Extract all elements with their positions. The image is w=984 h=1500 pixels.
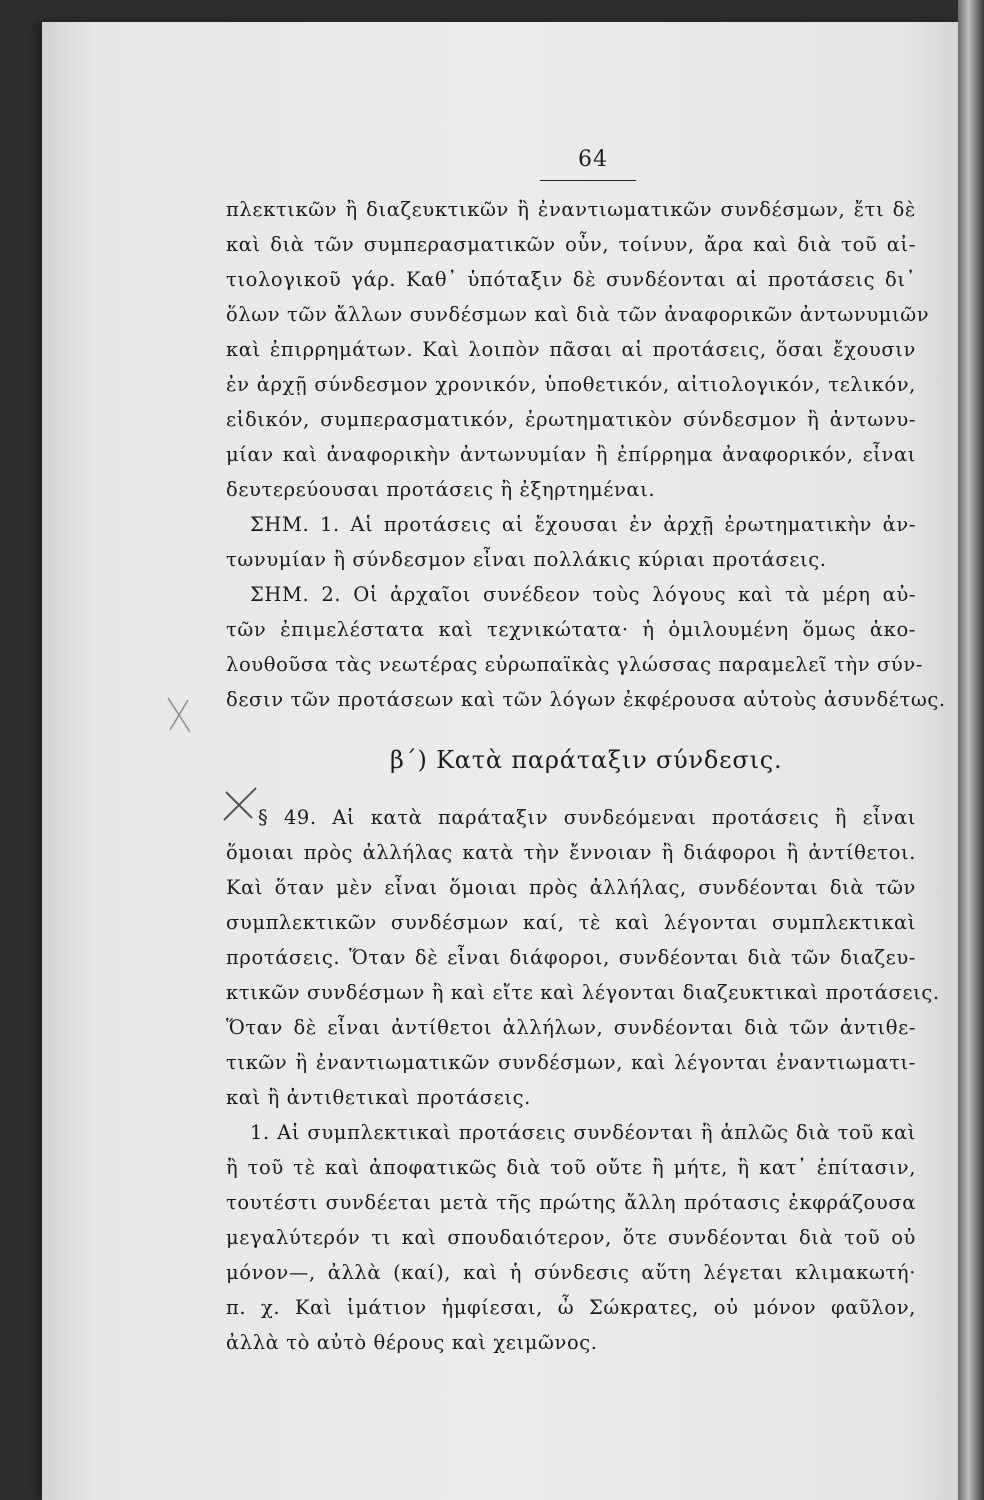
text-line: τιολογικοῦ γάρ. Καθ᾽ ὑπόταξιν δὲ συνδέονται αἱ προτάσεις δι᾽ (226, 268, 916, 291)
text-line: μίαν καὶ ἀναφορικὴν ἀντωνυμίαν ἢ ἐπίρρημα ἀναφορικόν, εἶναι (226, 443, 916, 466)
note-line: ΣΗΜ. 1. Αἱ προτάσεις αἱ ἔχουσαι ἐν ἀρχῇ ἐρωτηματικὴν ἀν- (250, 513, 916, 536)
text-line: κτικῶν συνδέσμων ἢ καὶ εἴτε καὶ λέγονται διαζευκτικαὶ προτάσεις. (226, 981, 940, 1004)
text-line: καὶ διὰ τῶν συμπερασματικῶν οὖν, τοίνυν, ἄρα καὶ διὰ τοῦ αἰ- (226, 233, 916, 256)
text-line: προτάσεις. Ὅταν δὲ εἶναι διάφοροι, συνδέονται διὰ τῶν διαζευ- (226, 946, 916, 969)
page-number-rule (540, 180, 636, 181)
text-line: καὶ ἐπιρρημάτων. Καὶ λοιπὸν πᾶσαι αἱ προτάσεις, ὅσαι ἔχουσιν (226, 338, 916, 361)
page-number: 64 (578, 147, 608, 172)
text-line: ὅμοιαι πρὸς ἀλλήλας κατὰ τὴν ἔννοιαν ἢ διάφοροι ἢ ἀντίθετοι. (226, 841, 916, 864)
text-line: ἢ τοῦ τὲ καὶ ἀποφατικῶς διὰ τοῦ οὔτε ἢ μήτε, ἢ κατ᾽ ἐπίτασιν, (226, 1156, 916, 1179)
text-line: § 49. Αἱ κατὰ παράταξιν συνδεόμεναι προτάσεις ἢ εἶναι (258, 806, 916, 829)
text-line: Ὅταν δὲ εἶναι ἀντίθετοι ἀλλήλων, συνδέονται διὰ τῶν ἀντιθε- (226, 1016, 916, 1039)
note-line: δεσιν τῶν προτάσεων καὶ τῶν λόγων ἐκφέρουσα αὐτοὺς ἀσυνδέτως. (226, 688, 946, 711)
note-line: τωνυμίαν ἢ σύνδεσμον εἶναι πολλάκις κύριαι προτάσεις. (226, 548, 827, 571)
text-line: καὶ ἢ ἀντιθετικαὶ προτάσεις. (226, 1086, 531, 1109)
pencil-x-mark-icon (164, 694, 194, 736)
note-line: ΣΗΜ. 2. Οἱ ἀρχαῖοι συνέδεον τοὺς λόγους καὶ τὰ μέρη αὐ- (250, 583, 916, 606)
text-line: τικῶν ἢ ἐναντιωματικῶν συνδέσμων, καὶ λέγονται ἐναντιωματι- (226, 1051, 916, 1074)
text-line: ἀλλὰ τὸ αὐτὸ θέρους καὶ χειμῶνος. (226, 1331, 598, 1354)
text-line: ὅλων τῶν ἄλλων συνδέσμων καὶ διὰ τῶν ἀναφορικῶν ἀντωνυμιῶν (226, 303, 930, 326)
note-line: λουθοῦσα τὰς νεωτέρας εὐρωπαϊκὰς γλώσσας παραμελεῖ τὴν σύν- (226, 653, 924, 676)
text-line: π. χ. Καὶ ἱμάτιον ἠμφίεσαι, ὦ Σώκρατες, οὐ μόνον φαῦλον, (226, 1296, 916, 1319)
text-line: συμπλεκτικῶν συνδέσμων καί, τὲ καὶ λέγονται συμπλεκτικαὶ (226, 911, 916, 934)
text-line: 1. Αἱ συμπλεκτικαὶ προτάσεις συνδέονται ἢ ἁπλῶς διὰ τοῦ καὶ (250, 1121, 916, 1144)
text-line: μόνον—, ἀλλὰ (καί), καὶ ἡ σύνδεσις αὕτη λέγεται κλιμακωτή· (226, 1261, 916, 1284)
section-heading: β΄) Κατὰ παράταξιν σύνδεσις. (390, 746, 783, 774)
text-line: Καὶ ὅταν μὲν εἶναι ὅμοιαι πρὸς ἀλλήλας, συνδέονται διὰ τῶν (226, 876, 916, 899)
text-line: δευτερεύουσαι προτάσεις ἢ ἐξηρτημέναι. (226, 478, 656, 501)
text-line: πλεκτικῶν ἢ διαζευκτικῶν ἢ ἐναντιωματικῶν συνδέσμων, ἔτι δὲ (226, 198, 916, 221)
pencil-slash-mark-icon (218, 782, 262, 826)
text-line: ἐν ἀρχῇ σύνδεσμον χρονικόν, ὑποθετικόν, αἰτιολογικόν, τελικόν, (226, 373, 916, 396)
note-line: τῶν ἐπιμελέστατα καὶ τεχνικώτατα· ἡ ὁμιλουμένη ὅμως ἀκο- (226, 618, 916, 641)
text-line: εἰδικόν, συμπερασματικόν, ἐρωτηματικὸν σύνδεσμον ἢ ἀντωνυ- (226, 408, 916, 431)
text-line: μεγαλύτερόν τι καὶ σπουδαιότερον, ὅτε συνδέονται διὰ τοῦ οὐ (226, 1226, 916, 1249)
text-line: τουτέστι συνδέεται μετὰ τῆς πρώτης ἄλλη πρότασις ἐκφράζουσα (226, 1191, 916, 1214)
page-edge-shadow (958, 0, 984, 1500)
